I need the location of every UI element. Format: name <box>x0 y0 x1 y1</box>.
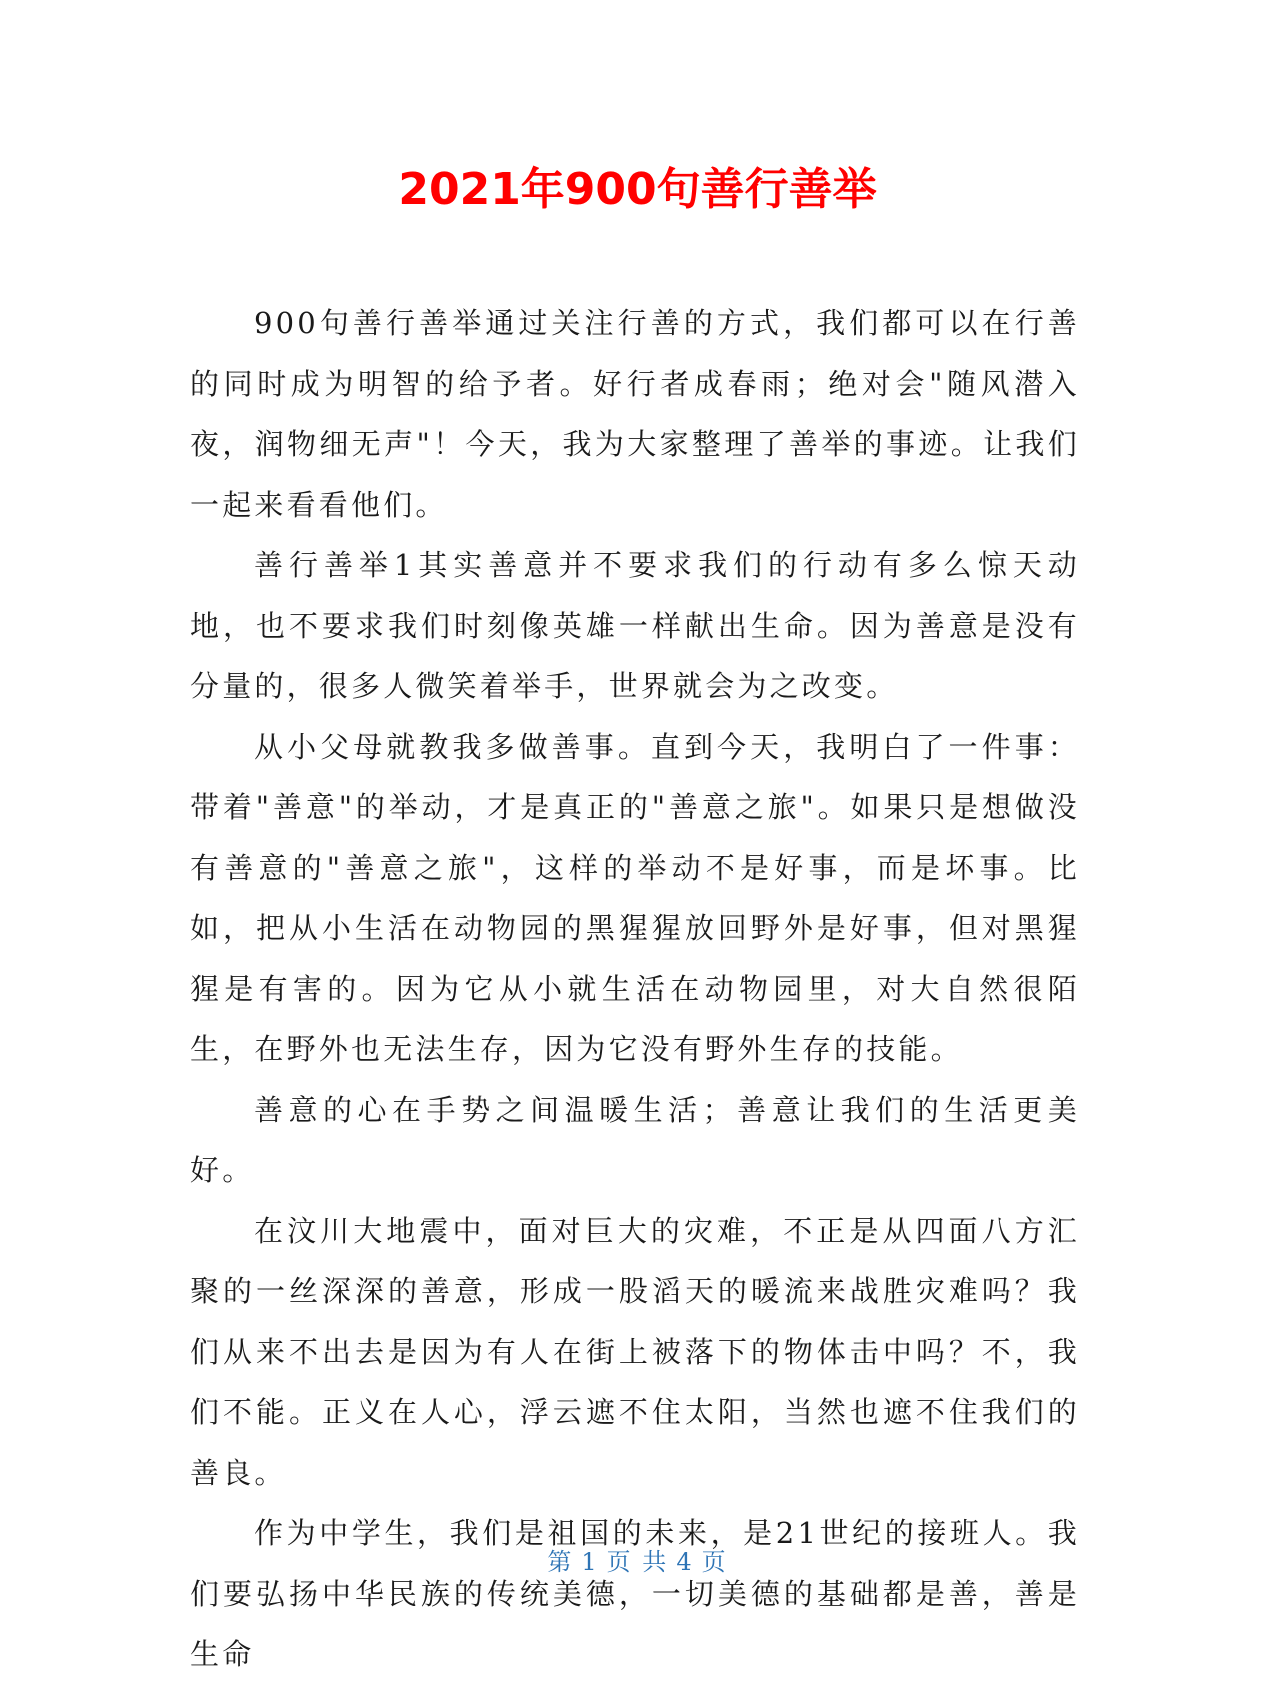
page-footer <box>0 1545 1275 1579</box>
paragraph: 善意的心在手势之间温暖生活；善意让我们的生活更美好。 <box>190 1092 1080 1187</box>
footer-page-number: 1 <box>581 1548 599 1576</box>
paragraph: 在汶川大地震中，面对巨大的灾难，不正是从四面八方汇聚的一丝深深的善意，形成一股滔天的暖流来战胜灾难吗？我们从来不出去是因为有人在街上被落下的物体击中吗？不，我们不能。正义在人心，浮云遮不住太阳，当然也遮不住我们的善良。 <box>190 1213 1080 1490</box>
footer-total-pages: 4 <box>676 1548 694 1576</box>
footer-middle: 页 共 <box>606 1548 669 1576</box>
paragraph: 作为中学生，我们是祖国的未来，是21世纪的接班人。我们要弘扬中华民族的传统美德，一切美德的基础都是善，善是生命 <box>190 1516 1080 1671</box>
paragraph: 900句善行善举通过关注行善的方式，我们都可以在行善的同时成为明智的给予者。好行者成春雨；绝对会"随风潜入夜，润物细无声"！今天，我为大家整理了善举的事迹。让我们一起来看看他们。 <box>190 306 1080 522</box>
footer-prefix: 第 <box>547 1548 574 1576</box>
paragraph: 从小父母就教我多做善事。直到今天，我明白了一件事：带着"善意"的举动，才是真正的"善意之旅"。如果只是想做没有善意的"善意之旅"，这样的举动不是好事，而是坏事。比如，把从小生活在动物园的黑猩猩放回野外是好事，但对黑猩猩是有害的。因为它从小就生活在动物园里，对大自然很陌生，在野外也无法生存，因为它没有野外生存的技能。 <box>190 729 1080 1066</box>
document-body <box>190 293 1080 1685</box>
paragraph: 善行善举1其实善意并不要求我们的行动有多么惊天动地，也不要求我们时刻像英雄一样献出生命。因为善意是没有分量的，很多人微笑着举手，世界就会为之改变。 <box>190 548 1080 703</box>
footer-suffix: 页 <box>701 1548 728 1576</box>
document-title: 2021年900句善行善举 <box>398 164 877 215</box>
